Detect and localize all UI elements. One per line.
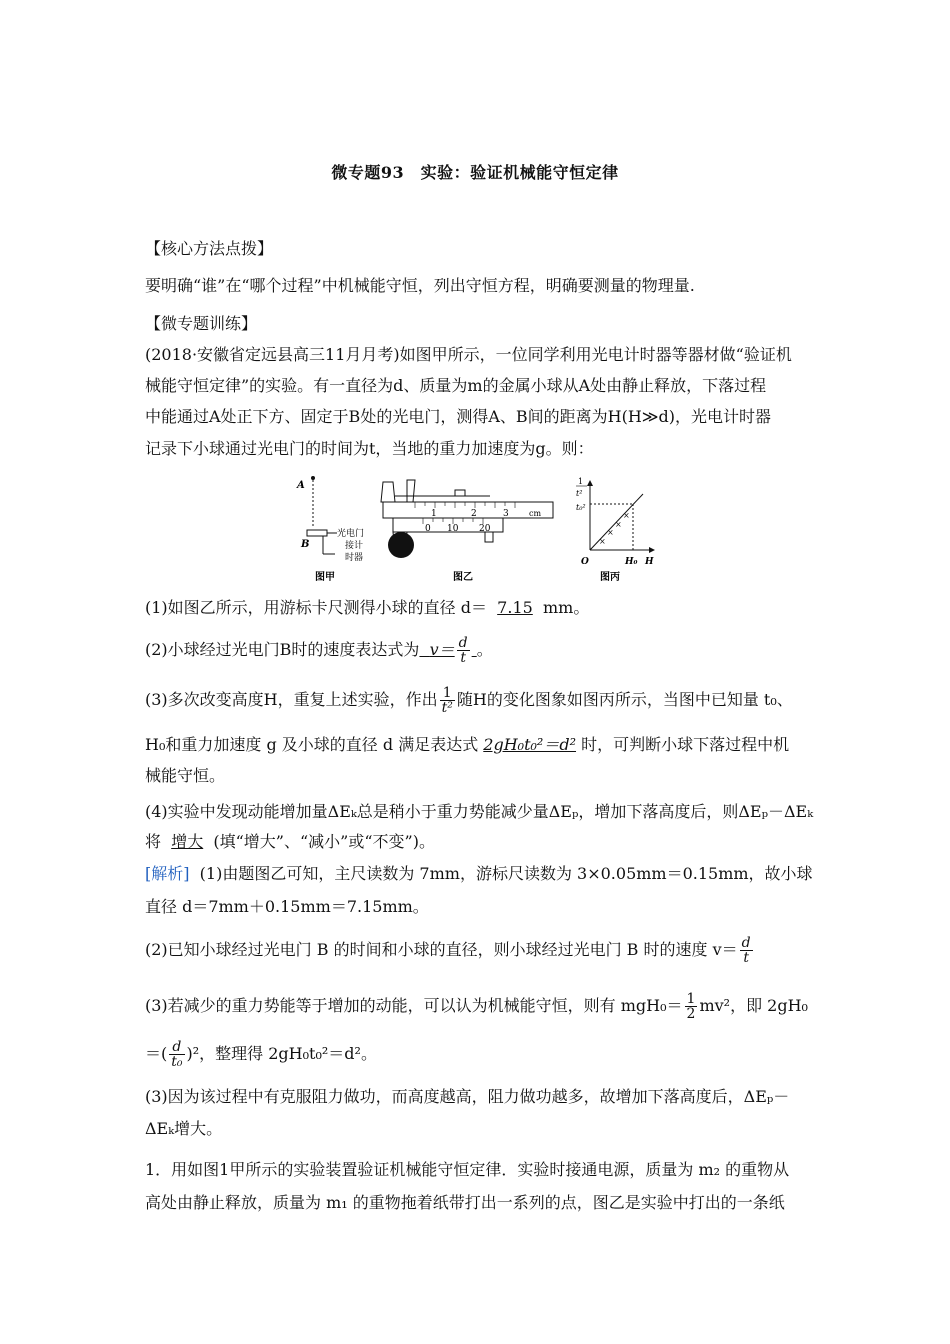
label-timer1: 接计 (345, 541, 364, 551)
figure-jia (296, 476, 364, 583)
label-gate: 光电门 (337, 529, 365, 539)
vernier-tick: 0 (425, 524, 431, 534)
svg-text:×: × (599, 537, 606, 546)
intro-line: 械能守恒定律”的实验。有一直径为d、质量为m的金属小球从A处由静止释放，下落过程 (145, 376, 767, 395)
ball (388, 532, 414, 558)
experiment-figure (295, 472, 665, 584)
next-question-line: 高处由静止释放，质量为 m₁ 的重物拖着纸带打出一系列的点，图乙是实验中打出的一条纸 (145, 1193, 785, 1212)
analysis-3b: ＝( $\frac{d}{\text{t₀}}$ )²，整理得 2gH₀t₀²＝d²。 (145, 1039, 377, 1070)
caption-yi: 图乙 (453, 572, 473, 583)
main-unit: cm (529, 509, 542, 518)
intro-line: 中能通过A处正下方、固定于B处的光电门，测得A、B间的距离为H(H≫d)，光电计时器 (145, 407, 772, 426)
analysis-4: (3)因为该过程中有克服阻力做功，而高度越高，阻力做功越多，故增加下落高度后，ΔEₚ－ (145, 1087, 790, 1106)
question-4-line2: 将 增大 (填“增大”、“减小”或“不变”)。 (145, 832, 435, 851)
question-1: (1)如图乙所示，用游标卡尺测得小球的直径 d＝ 7.15 mm。 (145, 598, 590, 617)
svg-text:1: 1 (578, 477, 584, 486)
analysis-2: (2)已知小球经过光电门 B 的时间和小球的直径，则小球经过光电门 B 时的速度 v＝ $\frac{d}{t}$ (145, 935, 751, 966)
analysis-tag: [解析] (145, 864, 190, 883)
answer-4: 增大 (171, 832, 204, 851)
label-A: A (297, 480, 305, 491)
page-title: 微专题93 实验：验证机械能守恒定律 (331, 163, 619, 182)
train-heading: 【微专题训练】 (145, 314, 258, 333)
graph-t0: t₀² (576, 503, 586, 512)
question-3-line3: 械能守恒。 (145, 766, 226, 785)
question-3-line2: H₀和重力加速度 g 及小球的直径 d 满足表达式 2gH₀t₀²＝d² 时，可判断小球下落过程中机 (145, 735, 790, 754)
analysis-1: [解析] (1)由题图乙可知，主尺读数为 7mm，游标尺读数为 3×0.05mm＝0.15mm，故小球 (145, 864, 813, 883)
answer-2: v＝ $\frac{d}{t}$ (429, 635, 468, 666)
answer-1: 7.15 (497, 598, 533, 617)
caption-jia: 图甲 (315, 572, 335, 583)
main-tick: 3 (503, 509, 509, 519)
figure-yi-caliper (381, 480, 553, 583)
question-3: (3)多次改变高度H，重复上述实验，作出 $\frac{1}{\text{t²}}$ 随H的变化图象如图丙所示，当图中已知量 t₀、 (145, 685, 793, 716)
svg-text:×: × (607, 528, 614, 537)
core-heading: 【核心方法点拨】 (145, 239, 274, 258)
figure-bing-graph (576, 477, 655, 583)
question-4: (4)实验中发现动能增加量ΔEₖ总是稍小于重力势能减少量ΔEₚ，增加下落高度后，则ΔEₚ－ΔEₖ (145, 802, 814, 821)
vernier-tick: 20 (479, 524, 491, 534)
svg-text:×: × (615, 520, 622, 529)
analysis-3: (3)若减少的重力势能等于增加的动能，可以认为机械能守恒，则有 mgH₀＝ $\frac{1}{2}$ mv²，即 2gH₀ (145, 991, 808, 1022)
graph-H0: H₀ (625, 557, 638, 567)
vernier-tick: 10 (447, 524, 459, 534)
intro-line: 记录下小球通过光电门的时间为t，当地的重力加速度为g。则： (145, 439, 594, 458)
intro-line: (2018·安徽省定远县高三11月月考)如图甲所示，一位同学利用光电计时器等器材做“验证机 (145, 345, 792, 364)
analysis-1b: 直径 d＝7mm＋0.15mm＝7.15mm。 (145, 897, 429, 916)
caption-bing: 图丙 (600, 572, 620, 583)
label-B: B (301, 539, 310, 550)
next-question-line: 1．用如图1甲所示的实验装置验证机械能守恒定律．实验时接通电源，质量为 m₂ 的重物从 (145, 1160, 790, 1179)
label-timer2: 时器 (345, 553, 364, 563)
analysis-4b: ΔEₖ增大。 (145, 1119, 223, 1138)
answer-3: 2gH₀t₀²＝d² (483, 735, 577, 754)
question-2: (2)小球经过光电门B时的速度表达式为 v＝ $\frac{d}{t}$ 。 (145, 635, 493, 666)
core-text: 要明确“谁”在“哪个过程”中机械能守恒，列出守恒方程，明确要测量的物理量. (145, 276, 695, 295)
main-tick: 2 (471, 509, 477, 519)
graph-H: H (645, 557, 654, 567)
main-tick: 1 (431, 509, 437, 519)
svg-text:t²: t² (576, 489, 583, 498)
graph-O: O (581, 557, 589, 567)
svg-text:×: × (623, 511, 630, 520)
